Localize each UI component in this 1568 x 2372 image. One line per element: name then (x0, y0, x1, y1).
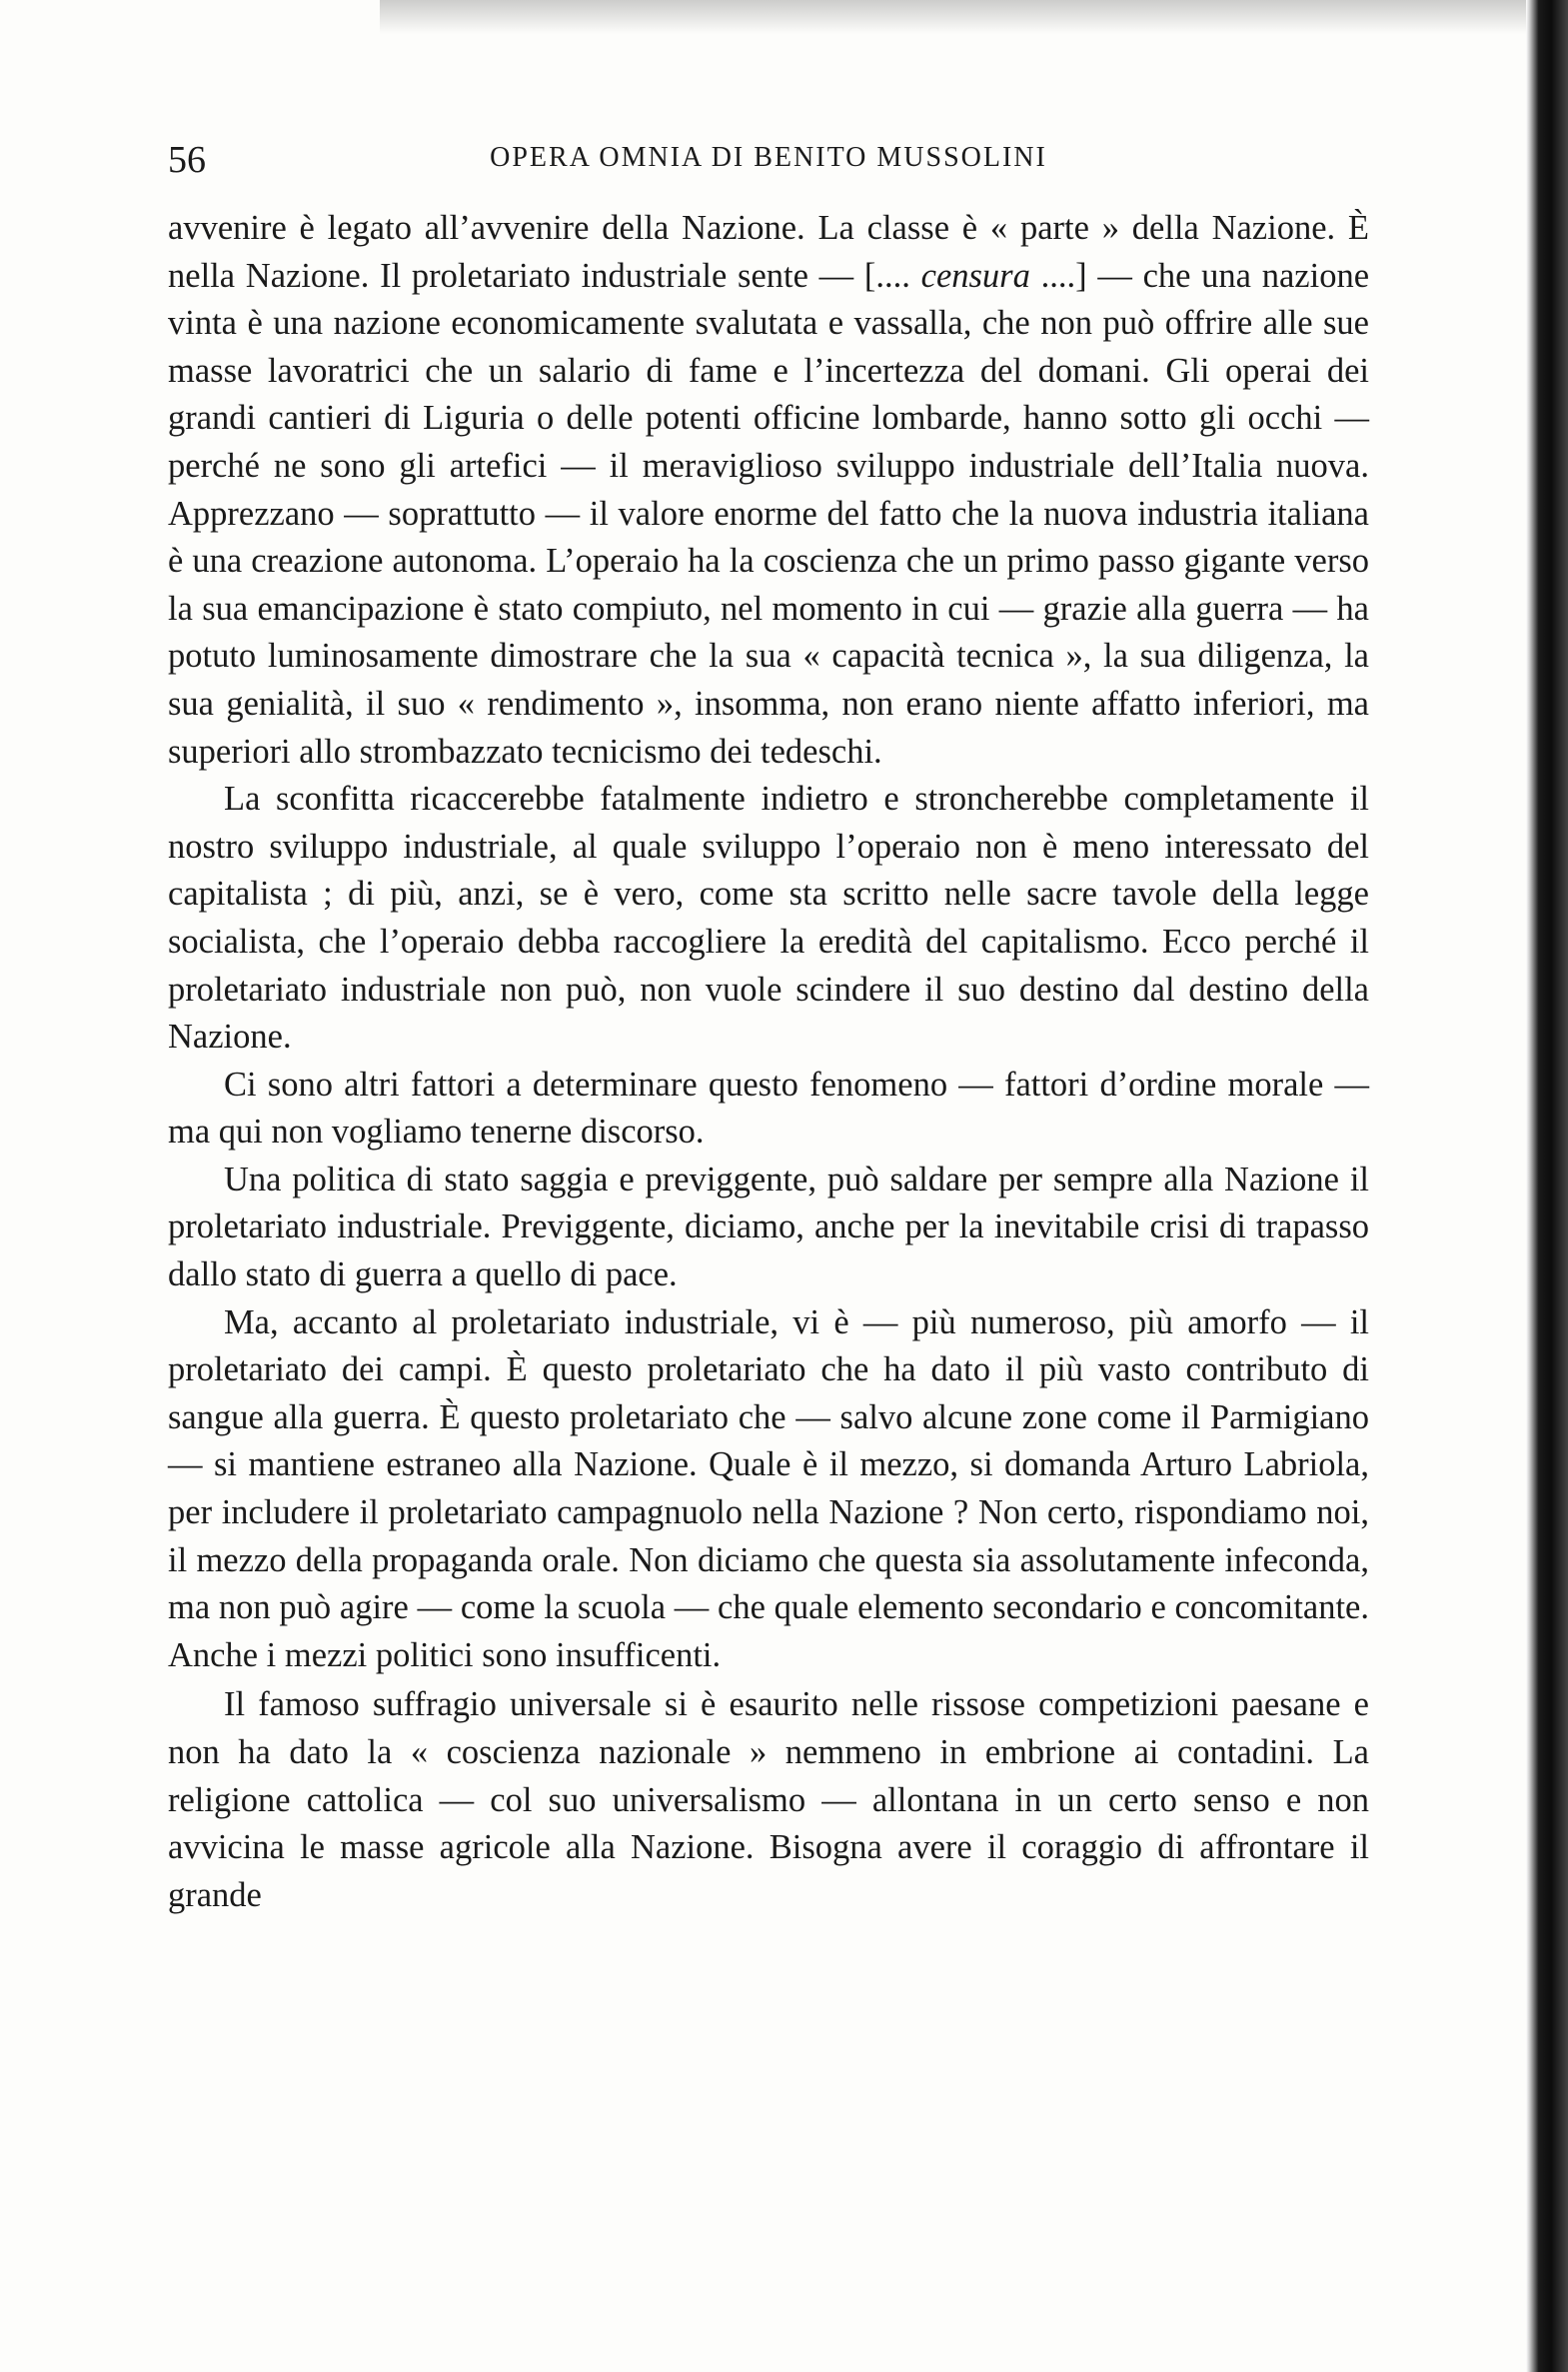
running-head: OPERA OMNIA DI BENITO MUSSOLINI (490, 142, 1047, 173)
body-text (168, 205, 1369, 1919)
paragraph-2: La sconfitta ricaccerebbe fatalmente indietro e stroncherebbe completamente il nostro sviluppo industriale, al quale sviluppo l’operaio non è meno interessato del capitalista ; di più, anzi, se è vero, come sta scritto nelle sacre tavole della legge socialista, che l’operaio debba raccogliere la eredità del capitalismo. Ecco perché il proletariato industriale non può, non vuole scindere il suo destino dal destino della Nazione. (168, 780, 1369, 1057)
paragraph-3: Ci sono altri fattori a determinare questo fenomeno — fattori d’ordine morale — ma qui non vogliamo tenerne discorso. (168, 1065, 1369, 1152)
paragraph-1: avvenire è legato all’avvenire della Nazione. La classe è « parte » della Nazione. È nella Nazione. Il proletariato industriale sente — [.... censura ....] — che una nazione vinta è una nazione economicamente svalutata e vassalla, che non può offrire alle sue masse lavoratrici che un salario di fame e l’incertezza del domani. Gli operai dei grandi cantieri di Liguria o delle potenti officine lombarde, hanno sotto gli occhi — perché ne sono gli artefici — il meraviglioso sviluppo industriale dell’Italia nuova. Apprezzano — soprattutto — il valore enorme del fatto che la nuova industria italiana è una creazione autonoma. L’operaio ha la coscienza che un primo passo gigante verso la sua emancipazione è stato compiuto, nel momento in cui — grazie alla guerra — ha potuto luminosamente dimostrare che la sua « capacità tecnica », la sua diligenza, la sua genialità, il suo « rendimento », insomma, non erano niente affatto inferiori, ma superiori allo strombazzato tecnicismo dei tedeschi. (168, 209, 1370, 771)
paragraph-6: Il famoso suffragio universale si è esaurito nelle rissose competizioni paesane e non ha dato la « coscienza nazionale » nemmeno in embrione ai contadini. La religione cattolica — col suo universalismo — allontana in un certo senso e non avvicina le masse agricole alla Nazione. Bisogna avere il coraggio di affrontare il grande (168, 1685, 1369, 1914)
paragraph-5: Ma, accanto al proletariato industriale, vi è — più numeroso, più amorfo — il proletariato dei campi. È questo proletariato che ha dato il più vasto contributo di sangue alla guerra. È questo proletariato che — salvo alcune zone come il Parmigiano — si mantiene estraneo alla Nazione. Quale è il mezzo, si domanda Arturo Labriola, per includere il proletariato campagnuolo nella Nazione ? Non certo, rispondiamo noi, il mezzo della propaganda orale. Non diciamo che questa sia assolutamente infeconda, ma non può agire — come la scuola — che quale elemento secondario e concomitante. Anche i mezzi politici sono insufficenti. (168, 1302, 1369, 1674)
censura-note: censura (920, 256, 1030, 295)
page-header (168, 138, 1369, 190)
scan-top-shadow (380, 0, 1539, 34)
scan-binding-edge (1526, 0, 1568, 2372)
paragraph-4: Una politica di stato saggia e previggente, può saldare per sempre alla Nazione il proletariato industriale. Previggente, diciamo, anche per la inevitabile crisi di trapasso dallo stato di guerra a quello di pace. (168, 1160, 1369, 1294)
page-number: 56 (168, 139, 206, 181)
